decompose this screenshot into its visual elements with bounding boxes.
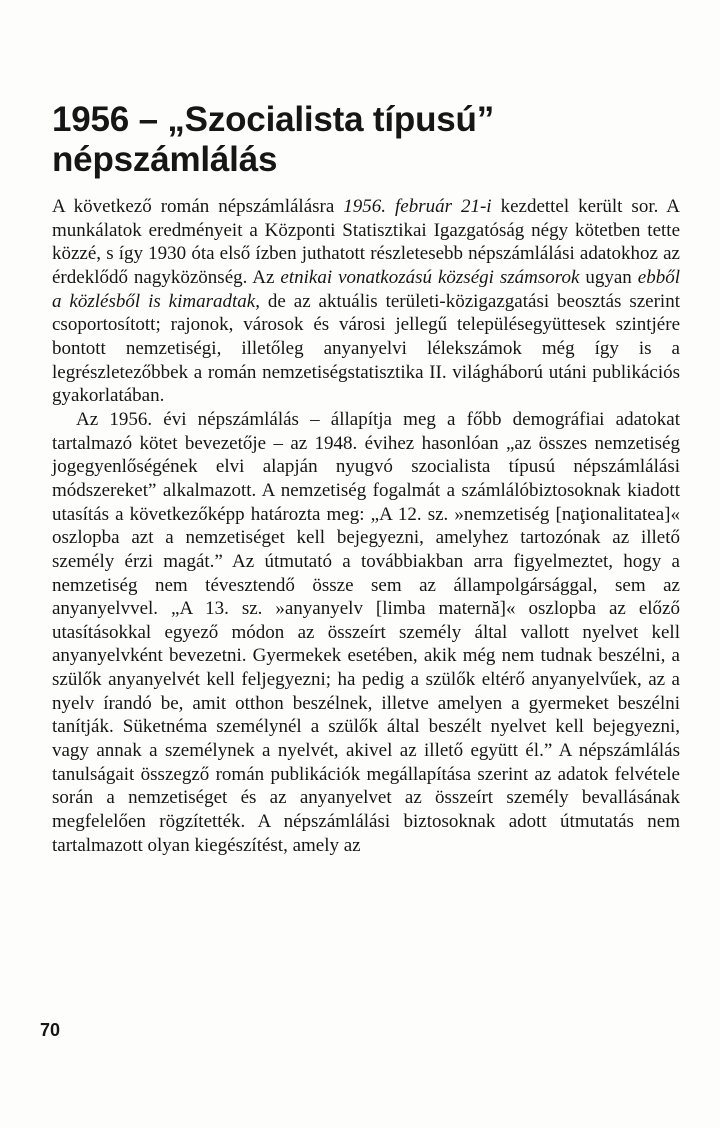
paragraph-1-text-c: ugyan: [579, 266, 638, 288]
italic-phrase-2: ebből a közlésből is kimaradtak: [52, 266, 680, 312]
page-number: 70: [40, 1020, 61, 1040]
chapter-heading-line-2: népszámlálás: [52, 140, 278, 179]
chapter-heading-line-1: 1956 – „Szocialista típusú”: [52, 100, 494, 139]
paragraph-1-text-d: , de az aktuális területi-közigazgatási beosztás szerint csoportosított; rajonok, városok és városi jellegű településegyüttesek szintjére bontott nemzetiségi, illetőleg anyanyelvi lélekszámok még így is a legrészletezőbbek a román nemzetiségstatisztika II. világháború utáni publikációs gyakorlatában.: [52, 290, 680, 407]
chapter-heading: [52, 100, 692, 180]
date-italic: 1956. február 21-i: [343, 196, 492, 217]
paragraph-1: [52, 195, 680, 408]
paragraph-1-text-a: A következő román népszámlálásra: [52, 196, 344, 217]
paragraph-1-text-b: kezdettel került sor. A munkálatok eredményeit a Központi Statisztikai Igazgatóság négy kötetben tette közzé, s így 1930 óta első ízben juthatott részletesebb népszámlálási adatokhoz az érdeklődő nagyközönség. Az: [52, 196, 681, 288]
italic-phrase-1: etnikai vonatkozású községi számsorok: [280, 266, 580, 288]
paragraph-2: Az 1956. évi népszámlálás – állapítja meg a főbb demográfiai adatokat tartalmazó kötet bevezetője – az 1948. évihez hasonlóan „az összes nemzetiség jogegyenlőségének elvi alapján nyugvó szocialista típusú népszámlálási módszereket” alkalmazott. A nemzetiség fogalmát a számlálóbiztosoknak kiadott utasítás a következőképp határozta meg: „A 12. sz. »nemzetiség [naţionalitatea]« oszlopba azt a nemzetiséget kell bejegyezni, amelyhez tartozónak az illető személy érzi magát.” Az útmutató a továbbiakban arra figyelmeztet, hogy a nemzetiség nem tévesztendő össze sem az állampolgársággal, sem az anyanyelvvel. „A 13. sz. »anyanyelv [limba maternă]« oszlopba az előző utasításokkal egyező módon az összeírt személy által vallott nyelvet kell anyanyelvként bevezetni. Gyermekek esetében, akik még nem tudnak beszélni, a szülők anyanyelvét kell feljegyezni; ha pedig a szülők eltérő anyanyelvűek, az a nyelv írandó be, amit otthon beszélnek, illetve amelyen a gyermeket beszélni tanítják. Süketnéma személynél a szülők által beszélt nyelvet kell bejegyezni, vagy annak a személynek a nyelvét, akivel az illető együtt él.” A népszámlálás tanulságait összegző román publikációk megállapítása szerint az adatok felvétele során a nemzetiséget és az anyanyelvet az összeírt személy bevallásának megfelelően rögzítették. A népszámlálási biztosoknak adott útmutatás nem tartalmazott olyan kiegészítést, amely az: [52, 408, 680, 856]
body-text: [52, 195, 680, 857]
